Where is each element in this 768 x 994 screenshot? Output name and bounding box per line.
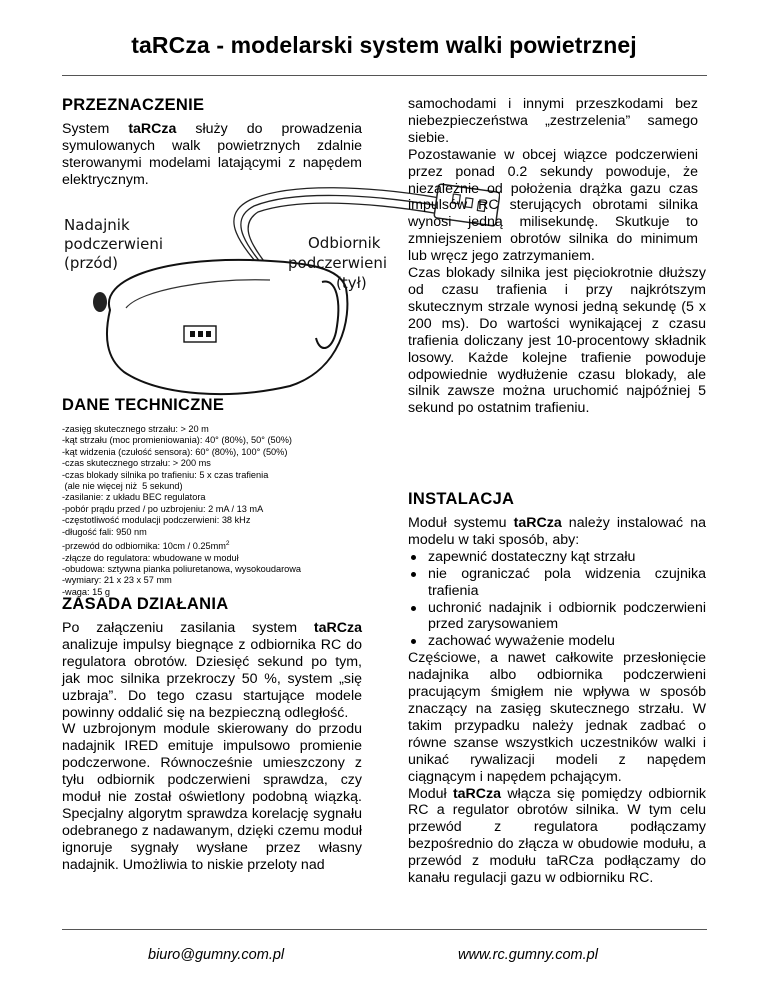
zasada-paragraph-2: W uzbrojonym module skierowany do przodu nadajnik IRED emituje impulsowo promienie podczerwone. Równocześnie umieszczony z tyłu odbiornik podczerwieni sprawdza, czy moduł nie został oświetlony podobną wiązką. Specjalny algorytm sprawdza korelację sygnału odebranego z nadawanym, dzięki czemu moduł ignoruje sygnały wysłane przez własny nadajnik. Umożliwia to niskie przeloty nad	[62, 721, 362, 873]
bullet-item: zachować wyważenie modelu	[408, 633, 706, 650]
label-transmitter-1: Nadajnik	[64, 216, 130, 234]
spec-item: -zasięg skutecznego strzału: > 20 m	[62, 424, 209, 434]
instalacja-paragraph-3: Moduł taRCza włącza się pomiędzy odbiornik RC a regulator obrotów silnika. W tym celu przewód z regulatora podłączamy bezpośrednio do złącza w obudowie modułu, a przewód z modułu taRCza podłączamy do kanału regulacji gazu w odbiorniku RC.	[408, 785, 706, 887]
spec-item: -złącze do regulatora: wbudowane w moduł	[62, 552, 239, 563]
footer-website[interactable]: www.rc.gumny.com.pl	[458, 947, 598, 963]
footer-email[interactable]: biuro@gumny.com.pl	[148, 947, 285, 963]
bullet-item: zapewnić dostateczny kąt strzału	[408, 549, 706, 566]
zasada-continued	[408, 96, 706, 417]
instalacja-paragraph-2: Częściowe, a nawet całkowite przesłonięcie nadajnika albo odbiornika podczerwieni pracującym śmigłem nie wpływa w sposób znaczący na zasięg skutecznego strzału. W takim przypadku należy jednak zadbać o równe szanse wszystkich uczestników walki i unikać rywalizacji modeli z napędem ciągnącym i napędem pchającym.	[408, 650, 706, 785]
label-receiver-3: (tył)	[336, 274, 367, 292]
ired-transmitter	[93, 292, 107, 312]
section-przeznaczenie	[62, 96, 362, 189]
label-receiver-1: Odbiornik	[308, 234, 381, 252]
page-title: taRCza - modelarski system walki powietrznej	[131, 32, 637, 58]
footer-divider	[62, 929, 707, 930]
spec-item: -czas skutecznego strzału: > 200 ms	[62, 458, 211, 469]
zasada-paragraph-4: Pozostawanie w obcej wiązce podczerwieni przez ponad 0.2 sekundy powoduje, że niezależnie od położenia drążka gazu czas impulsów RC sterujących obrotami silnika wynosi jedną milisekundę. Skutkuje to zmniejszeniem obrotów silnika do minimum lub wręcz jego zatrzymaniem.	[408, 146, 698, 265]
spec-item: -obudowa: sztywna pianka poliuretanowa, wysokoudarowa	[62, 563, 302, 574]
zasada-paragraph-5: Czas blokady silnika jest pięciokrotnie dłuższy od czasu trafienia i przy najkrótszym skutecznym strzale wynosi jedną sekundę (5 x 200 ms). Do wartości wynikającej z czasu trafienia doliczany jest 10-procentowy składnik losowy. Każde kolejne trafienie powoduje odpowiednie wydłużenie czasu blokady, ale silnik zawsze można uruchomić najpóźniej 5 sekund po ostatnim trafieniu.	[408, 265, 706, 417]
heading-instalacja: INSTALACJA	[408, 490, 515, 508]
heading-przeznaczenie: PRZEZNACZENIE	[62, 96, 205, 114]
zasada-paragraph-3: samochodami i innymi przeszkodami bez niebezpieczeństwa „zestrzelenia” samego siebie.	[408, 96, 698, 146]
section-instalacja	[408, 490, 706, 887]
specs-list	[62, 424, 362, 598]
spec-item: -pobór prądu przed / po uzbrojeniu: 2 mA / 13 mA	[62, 503, 264, 514]
spec-item: -kąt widzenia (czułość sensora): 60° (80%), 100° (50%)	[62, 446, 288, 457]
bullet-item: nie ograniczać pola widzenia czujnika trafienia	[408, 566, 706, 600]
instalacja-intro: Moduł systemu taRCza należy instalować na modelu w taki sposób, aby:	[408, 515, 706, 548]
header-divider	[62, 75, 707, 76]
heading-zasada-dzialania: ZASADA DZIAŁANIA	[62, 595, 229, 613]
bullet-item: uchronić nadajnik i odbiornik podczerwieni przed zarysowaniem	[408, 600, 706, 634]
przeznaczenie-text: System taRCza służy do prowadzenia symulowanych walk powietrznych zdalnie sterowanymi modelami latającymi z napędem elektrycznym.	[62, 121, 362, 188]
label-transmitter-2: podczerwieni	[64, 235, 164, 253]
spec-item: -częstotliwość modulacji podczerwieni: 38 kHz	[62, 515, 251, 526]
section-zasada-dzialania	[62, 595, 362, 874]
spec-item: (ale nie więcej niż 5 sekund)	[62, 481, 183, 492]
zasada-paragraph-1: Po załączeniu zasilania system taRCza analizuje impulsy biegnące z odbiornika RC do regulatora obrotów. Dziesięć sekund po tym, jak moc silnika przekroczy 50 %, system „się uzbraja”. Do tego czasu startujące modele powinny oddalić się na bezpieczną odległość.	[62, 620, 362, 721]
spec-item: -czas blokady silnika po trafieniu: 5 x czas trafienia	[62, 469, 269, 480]
heading-dane-techniczne: DANE TECHNICZNE	[62, 396, 225, 414]
spec-item: -długość fali: 950 nm	[62, 526, 147, 537]
label-transmitter-3: (przód)	[64, 254, 118, 272]
spec-item: -zasilanie: z układu BEC regulatora	[62, 492, 206, 503]
instalacja-bullets	[408, 549, 706, 650]
spec-item: -wymiary: 21 x 23 x 57 mm	[62, 575, 172, 586]
spec-item: -waga: 15 g	[62, 586, 111, 597]
label-receiver-2: podczerwieni	[288, 254, 388, 272]
spec-item: -przewód do odbiornika: $10cm / 0.25mm^2$	[62, 540, 230, 552]
section-dane-techniczne	[62, 396, 362, 598]
spec-item: -kąt strzału (moc promieniowania): 40° (80%), 50° (50%)	[62, 435, 292, 446]
